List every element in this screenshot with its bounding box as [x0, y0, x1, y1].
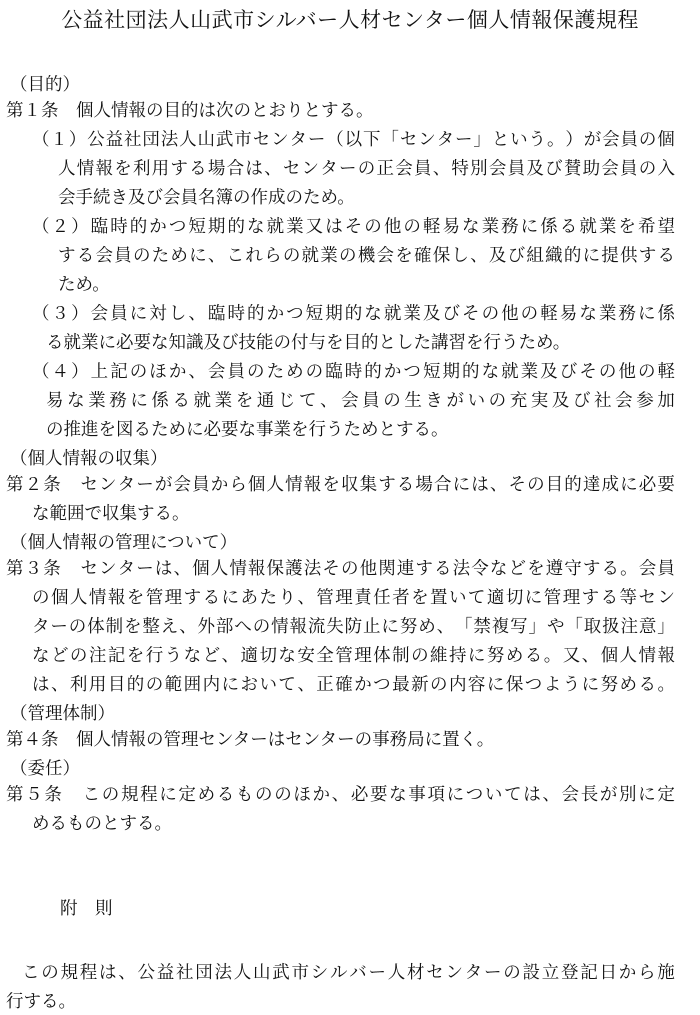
document-title: 公益社団法人山武市シルバー人材センター個人情報保護規程 [61, 8, 639, 32]
supplementary-provisions-heading: 附 則 [60, 899, 113, 919]
section-heading-delegation: （委任） [10, 759, 80, 779]
supplementary-provisions-line: 行する。 [6, 992, 76, 1012]
article-2-line: な範囲で収集する。 [32, 504, 190, 524]
article-4-text: 第４条 個人情報の管理センターはセンターの事務局に置く。 [6, 730, 495, 750]
article-1-item-3-line: る就業に必要な知識及び技能の付与を目的とした講習を行うため。 [46, 333, 571, 353]
article-1-item-4-line: 易 な 業 務 に 係 る 就 業 を 通 じ て 、 会 員 の 生 き が い の 充 実 及 び 社 会 参 加 [46, 391, 675, 411]
article-3-line: の 個 人 情 報 を 管 理 す る に あ た り 、 管 理 責 任 者 を 置 い て 適 切 に 管 理 す る 等 セ ン [32, 588, 675, 608]
article-2-line: 第 ２ 条 セ ン タ ー が 会 員 か ら 個 人 情 報 を 収 集 す る 場 合 に は 、 そ の 目 的 達 成 に 必 要 [6, 475, 675, 495]
article-1-item-4-line: の推進を図るために必要な事業を行うためとする。 [46, 420, 449, 440]
article-1-item-1-line: 会手続き及び会員名簿の作成のため。 [58, 188, 355, 208]
article-1-item-4-line: （ ４ ） 上 記 の ほ か 、 会 員 の た め の 臨 時 的 か つ 短 期 的 な 就 業 及 び そ の 他 の 軽 [32, 362, 675, 382]
section-heading-management: （個人情報の管理について） [10, 533, 238, 553]
article-3-line: な ど の 注 記 を 行 う な ど 、 適 切 な 安 全 管 理 体 制 の 維 持 に 努 め る 。 又 、 個 人 情 報 [32, 646, 675, 666]
section-heading-structure: （管理体制） [10, 704, 115, 724]
article-5-line: 第 ５ 条 こ の 規 程 に 定 め る も の の ほ か 、 必 要 な 事 項 に つ い て は 、 会 長 が 別 に 定 [6, 785, 675, 805]
article-3-line: タ ー の 体 制 を 整 え 、 外 部 へ の 情 報 流 失 防 止 に 努 め 、 「 禁 複 写 」 や 「 取 扱 注 意 」 [32, 617, 675, 637]
article-1-item-2-line: （ ２ ） 臨 時 的 か つ 短 期 的 な 就 業 又 は そ の 他 の 軽 易 な 業 務 に 係 る 就 業 を 希 望 [32, 217, 675, 237]
article-1-item-2-line: す る 会 員 の た め に 、 こ れ ら の 就 業 の 機 会 を 確 保 し 、 及 び 組 織 的 に 提 供 す る [58, 246, 675, 266]
article-1-item-1-line: 人 情 報 を 利 用 す る 場 合 は 、 セ ン タ ー の 正 会 員 、 特 別 会 員 及 び 賛 助 会 員 の 入 [58, 159, 675, 179]
article-1-item-1-line: （ １ ） 公 益 社 団 法 人 山 武 市 セ ン タ ー （ 以 下 「 セ ン タ ー 」 と い う 。 ） が 会 員 の 個 [32, 130, 675, 150]
article-3-line: は 、 利 用 目 的 の 範 囲 内 に お い て 、 正 確 か つ 最 新 の 内 容 に 保 つ よ う に 努 め る 。 [32, 675, 675, 695]
supplementary-provisions-line: こ の 規 程 は 、 公 益 社 団 法 人 山 武 市 シ ル バ ー 人 材 セ ン タ ー の 設 立 登 記 日 か ら 施 [22, 963, 675, 983]
article-5-line: めるものとする。 [32, 814, 172, 834]
article-1-item-2-line: ため。 [58, 275, 110, 295]
article-1-item-3-line: （ ３ ） 会 員 に 対 し 、 臨 時 的 か つ 短 期 的 な 就 業 及 び そ の 他 の 軽 易 な 業 務 に 係 [32, 304, 675, 324]
article-3-line: 第 ３ 条 セ ン タ ー は 、 個 人 情 報 保 護 法 そ の 他 関 連 す る 法 令 な ど を 遵 守 す る 。 会 員 [6, 559, 675, 579]
article-1-text: 第１条 個人情報の目的は次のとおりとする。 [6, 101, 374, 121]
section-heading-purpose: （目的） [10, 75, 80, 95]
section-heading-collection: （個人情報の収集） [10, 449, 168, 469]
